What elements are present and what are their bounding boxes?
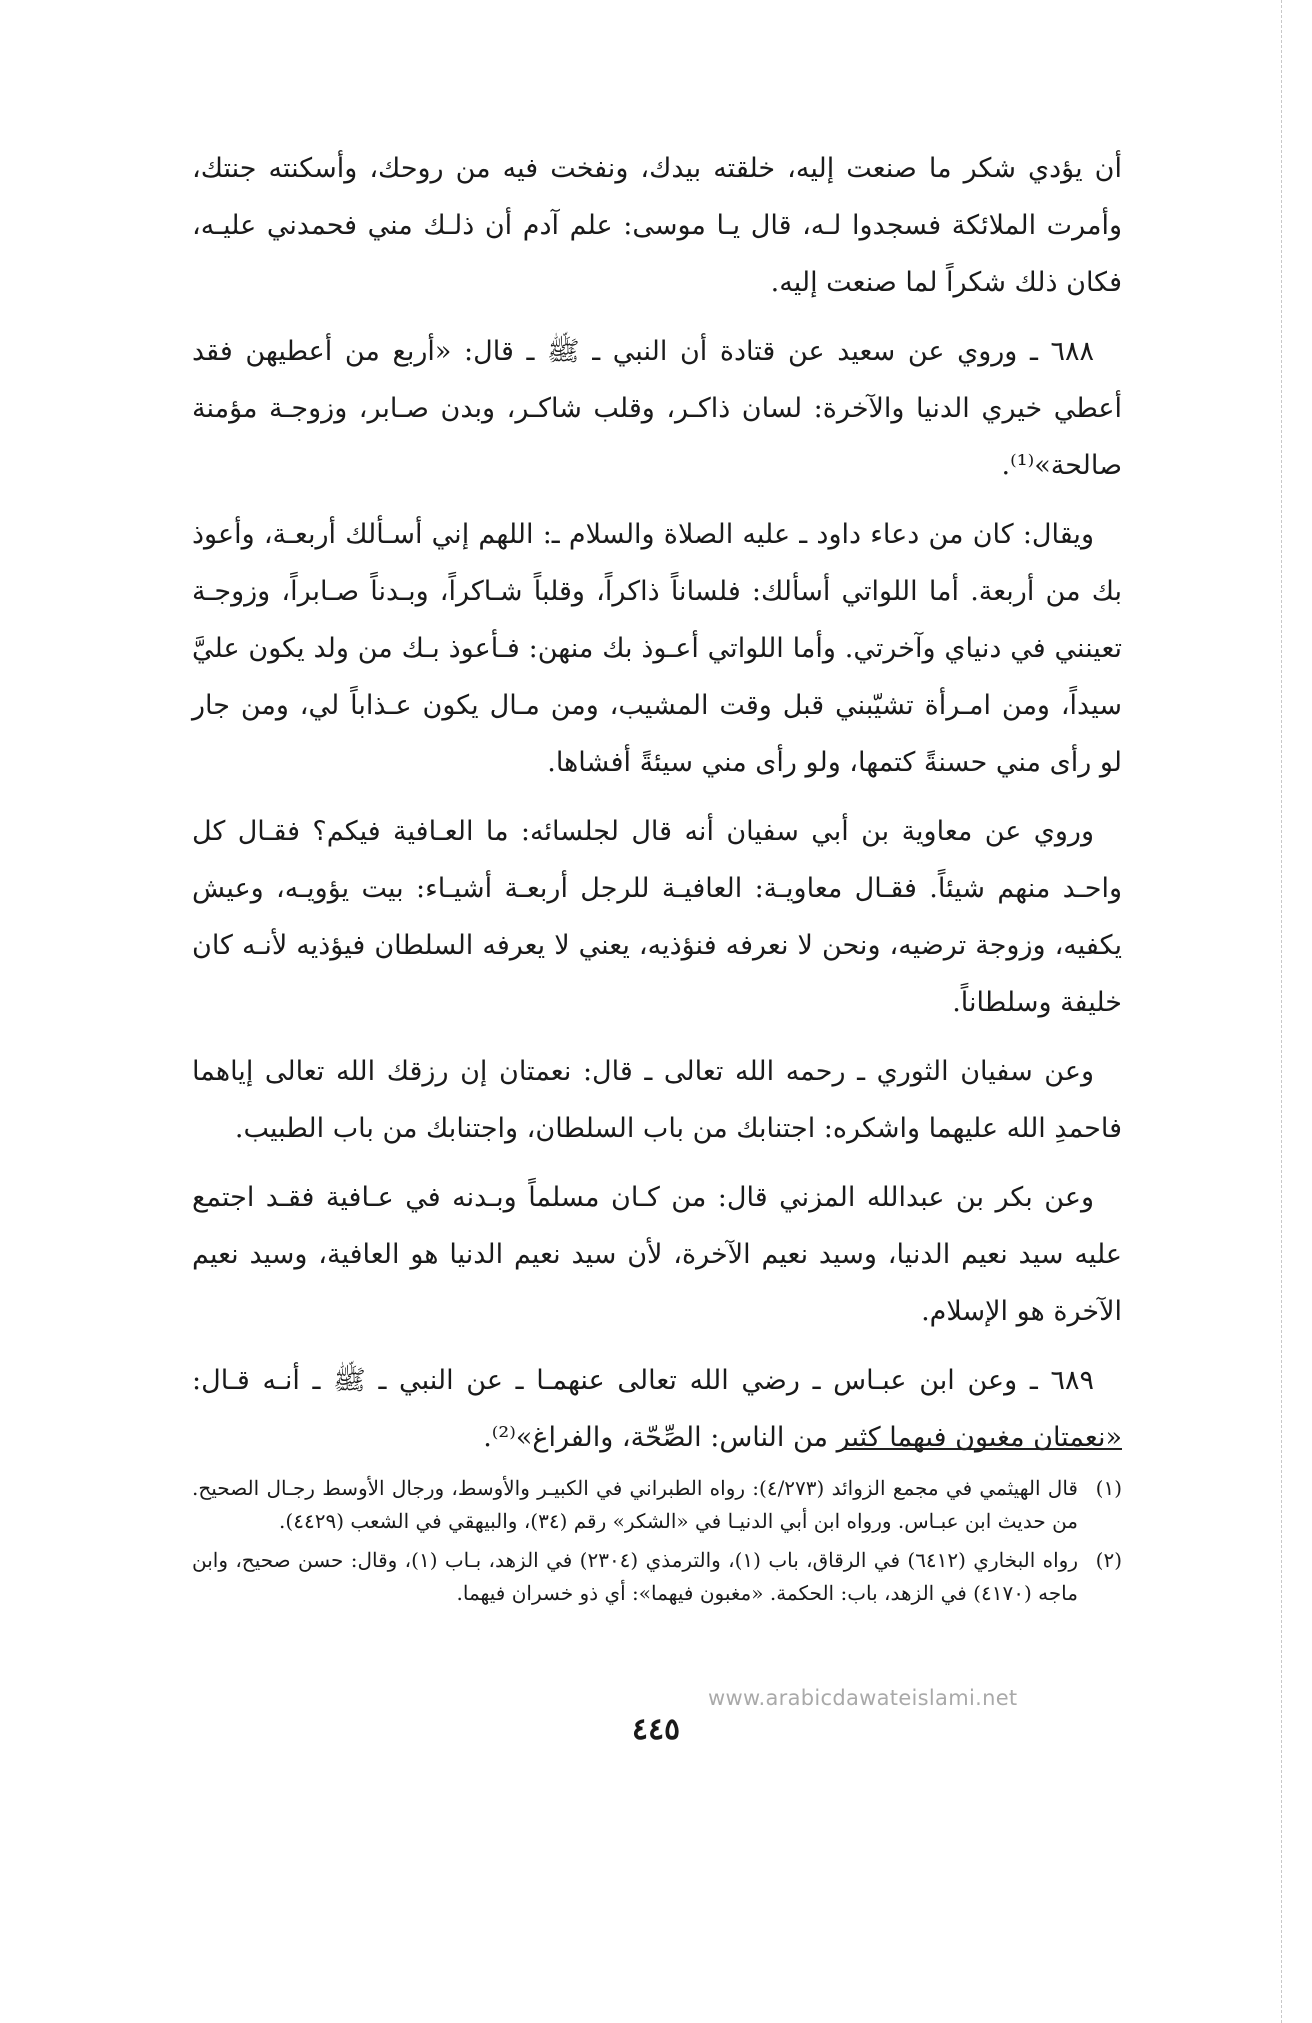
paragraph-4: وروي عن معاوية بن أبي سفيان أنه قال لجلسائه: ما العـافية فيكم؟ فقـال كل واحـد منهم شيئاً. فقـال معاويـة: العافيـة للرجل أربعـة أشيـاء: بيت يؤويـه، وعيش يكفيه، وزوجة ترضيه، ونحن لا نعرفه فنؤذيه، يعني لا يعرفه السلطان فيؤذيه لأنـه كان خليفة وسلطاناً. [192, 816, 1122, 1018]
footnote-separator [842, 1448, 1122, 1450]
footnote-1 [192, 1472, 1122, 1538]
paragraph-3: ويقال: كان من دعاء داود ـ عليه الصلاة والسلام ـ: اللهم إني أسـألك أربعـة، وأعوذ بك من أربعة. أما اللواتي أسألك: فلساناً ذاكراً، وقلباً شـاكراً، وبـدناً صـابراً، وزوجـة تعينني في دنياي وآخرتي. وأما اللواتي أعـوذ بك منهن: فـأعوذ بـك من ولد يكون عليَّ سيداً، ومن امـرأة تشيّبني قبل وقت المشيب، ومن مـال يكون عـذاباً لي، ومن جار لو رأى مني حسنةً كتمها، ولو رأى مني سيئةً أفشاها. [192, 519, 1122, 778]
paragraph-7: ٦٨٩ ـ وعن ابن عبـاس ـ رضي الله تعالى عنهمـا ـ عن النبي ـ ﷺ ـ أنـه قـال: «نعمتان مغبون فيهما كثير من الناس: الصِّحّة، والفراغ»⁽²⁾. [192, 1365, 1122, 1453]
paragraph-5: وعن سفيان الثوري ـ رحمه الله تعالى ـ قال: نعمتان إن رزقك الله تعالى إياهما فاحمدِ الله عليهما واشكره: اجتنابك من باب السلطان، واجتنابك من باب الطبيب. [192, 1056, 1122, 1144]
footnote-1-number: (١) [1095, 1476, 1122, 1500]
footnote-2-text: رواه البخاري (٦٤١٢) في الرقاق، باب (١)، والترمذي (٢٣٠٤) في الزهد، بـاب (١)، وقال: حسن صحيح، وابن ماجه (٤١٧٠) في الزهد، باب: الحكمة. «مغبون فيهما»: أي ذو خسران فيهما. [192, 1548, 1078, 1605]
main-text [192, 140, 1122, 1478]
footnote-2-number: (٢) [1095, 1548, 1122, 1572]
footnote-1-text: قال الهيثمي في مجمع الزوائد (٤/٢٧٣): رواه الطبراني في الكبيـر والأوسط، ورجال الأوسط رجـال الصحيح. من حديث ابن عبـاس. ورواه ابن أبي الدنيـا في «الشكر» رقم (٣٤)، والبيهقي في الشعب (٤٤٢٩). [192, 1476, 1078, 1533]
paragraph-1: أن يؤدي شكر ما صنعت إليه، خلقته بيدك، ونفخت فيه من روحك، وأسكنته جنتك، وأمرت الملائكة فسجدوا لـه، قال يـا موسى: علم آدم أن ذلـك مني فحمدني عليـه، فكان ذلك شكراً لما صنعت إليه. [192, 153, 1122, 298]
paragraph-6: وعن بكر بن عبدالله المزني قال: من كـان مسلماً وبـدنه في عـافية فقـد اجتمع عليه سيد نعيم الدنيا، وسيد نعيم الآخرة، لأن سيد نعيم الدنيا هو العافية، وسيد نعيم الآخرة هو الإسلام. [192, 1182, 1122, 1327]
paragraph-2: ٦٨٨ ـ وروي عن سعيد عن قتادة أن النبي ـ ﷺ ـ قال: «أربع من أعطيهن فقد أعطي خيري الدنيا والآخرة: لسان ذاكـر، وقلب شاكـر، وبدن صـابر، وزوجـة مؤمنة صالحة»⁽¹⁾. [192, 336, 1122, 481]
page-number: ٤٤٥ [631, 1712, 681, 1747]
footnotes [192, 1472, 1122, 1616]
watermark: www.arabicdawateislami.net [708, 1686, 1018, 1710]
footnote-2 [192, 1544, 1122, 1610]
